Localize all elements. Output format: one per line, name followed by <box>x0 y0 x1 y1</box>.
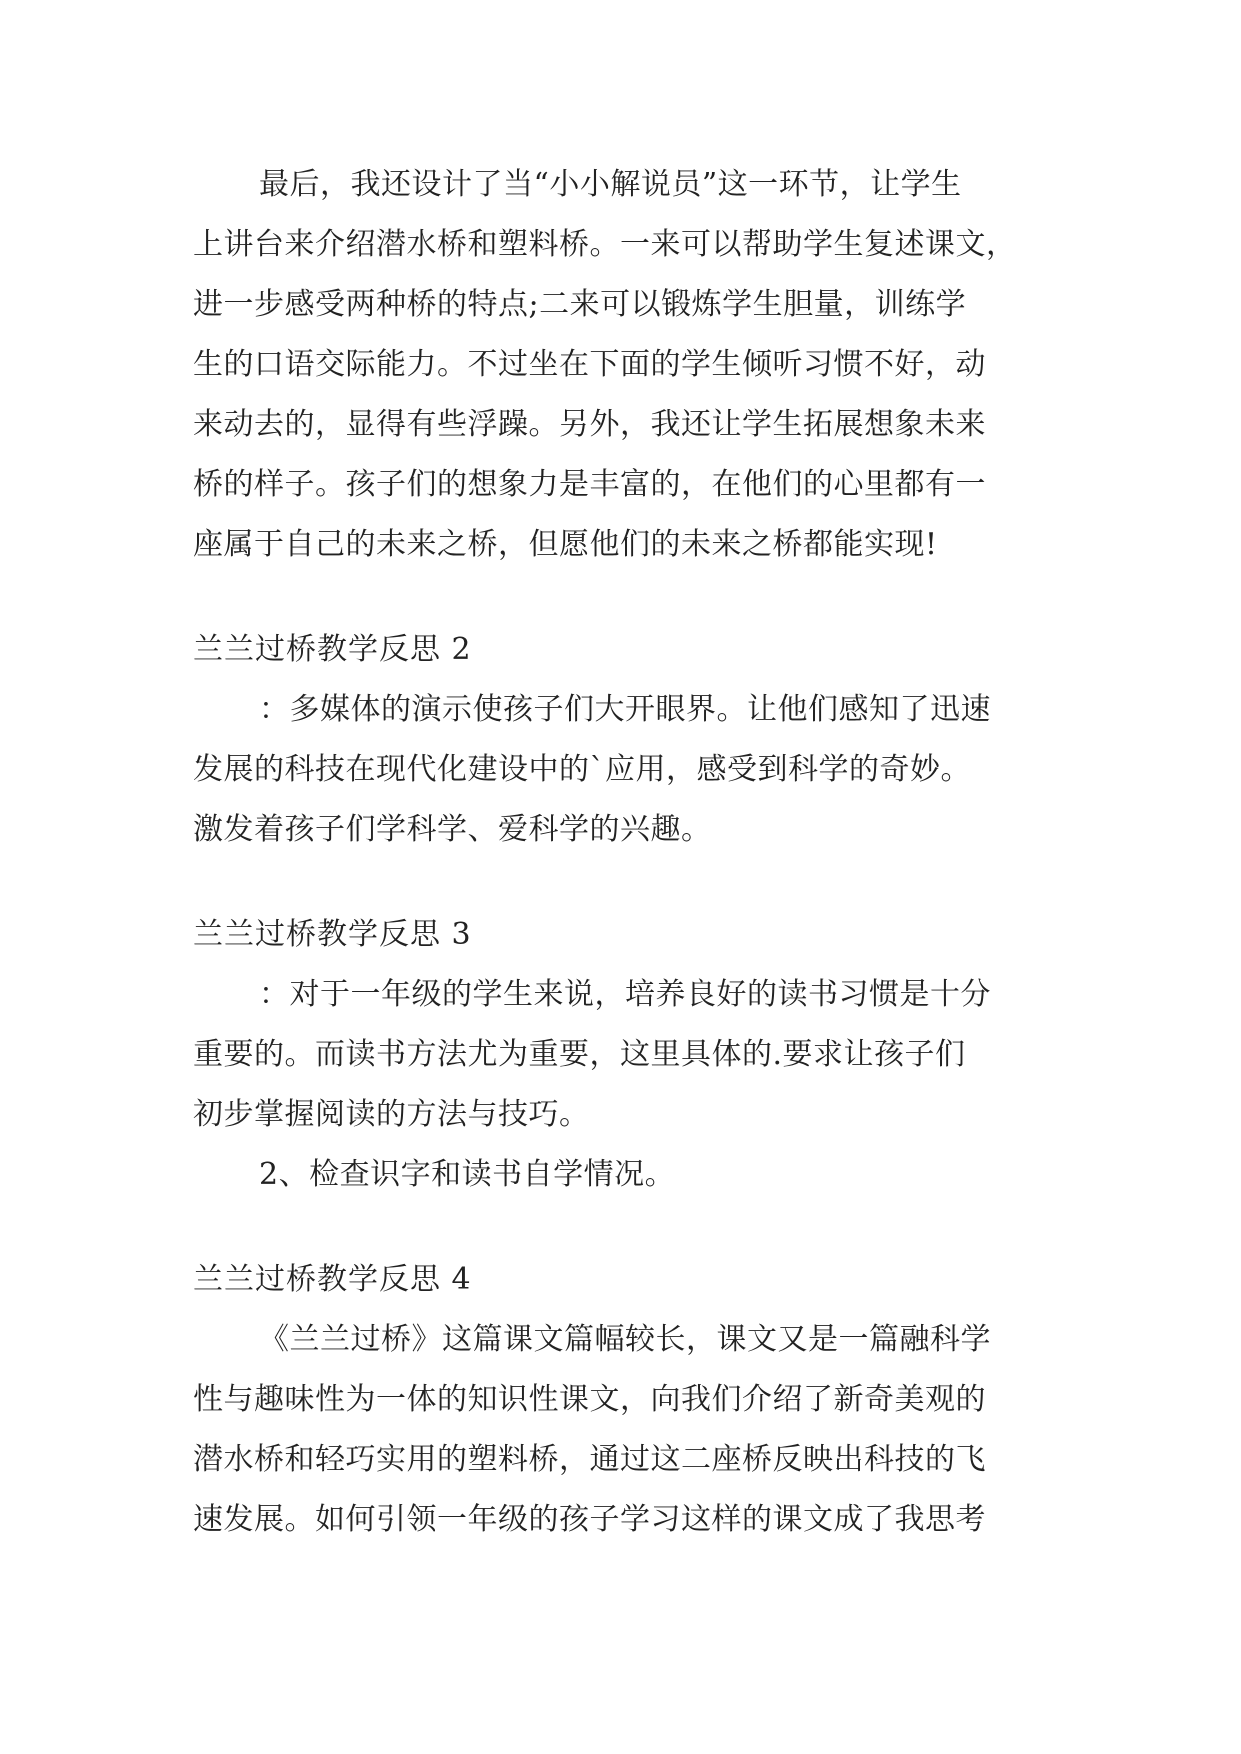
paragraph-line: ：多媒体的演示使孩子们大开眼界。让他们感知了迅速 <box>259 692 991 727</box>
section-heading: 兰兰过桥教学反思 4 <box>193 1262 472 1297</box>
paragraph-line: 最后，我还设计了当“小小解说员”这一环节，让学生 <box>259 167 962 202</box>
paragraph-line: 发展的科技在现代化建设中的`应用，感受到科学的奇妙。 <box>193 752 971 787</box>
paragraph-line: 上讲台来介绍潜水桥和塑料桥。一来可以帮助学生复述课文， <box>193 227 1017 262</box>
paragraph-line: 座属于自己的未来之桥，但愿他们的未来之桥都能实现! <box>193 527 938 562</box>
paragraph-line: 速发展。如何引领一年级的孩子学习这样的课文成了我思考 <box>193 1502 986 1537</box>
paragraph-line: 性与趣味性为一体的知识性课文，向我们介绍了新奇美观的 <box>193 1382 986 1417</box>
paragraph-line: ：对于一年级的学生来说，培养良好的读书习惯是十分 <box>259 977 991 1012</box>
paragraph-line: 《兰兰过桥》这篇课文篇幅较长，课文又是一篇融科学 <box>259 1322 991 1357</box>
section-heading: 兰兰过桥教学反思 3 <box>193 917 472 952</box>
paragraph-line: 生的口语交际能力。不过坐在下面的学生倾听习惯不好，动 <box>193 347 986 382</box>
paragraph-line: 潜水桥和轻巧实用的塑料桥，通过这二座桥反映出科技的飞 <box>193 1442 986 1477</box>
section-heading: 兰兰过桥教学反思 2 <box>193 632 472 667</box>
paragraph-line: 来动去的，显得有些浮躁。另外，我还让学生拓展想象未来 <box>193 407 986 442</box>
paragraph-line: 重要的。而读书方法尤为重要，这里具体的.要求让孩子们 <box>193 1037 966 1072</box>
paragraph-line: 进一步感受两种桥的特点;二来可以锻炼学生胆量，训练学 <box>193 287 967 322</box>
list-item: 2、检查识字和读书自学情况。 <box>259 1157 676 1192</box>
paragraph-line: 初步掌握阅读的方法与技巧。 <box>193 1097 590 1132</box>
paragraph-line: 桥的样子。孩子们的想象力是丰富的，在他们的心里都有一 <box>193 467 986 502</box>
paragraph-line: 激发着孩子们学科学、爱科学的兴趣。 <box>193 812 712 847</box>
